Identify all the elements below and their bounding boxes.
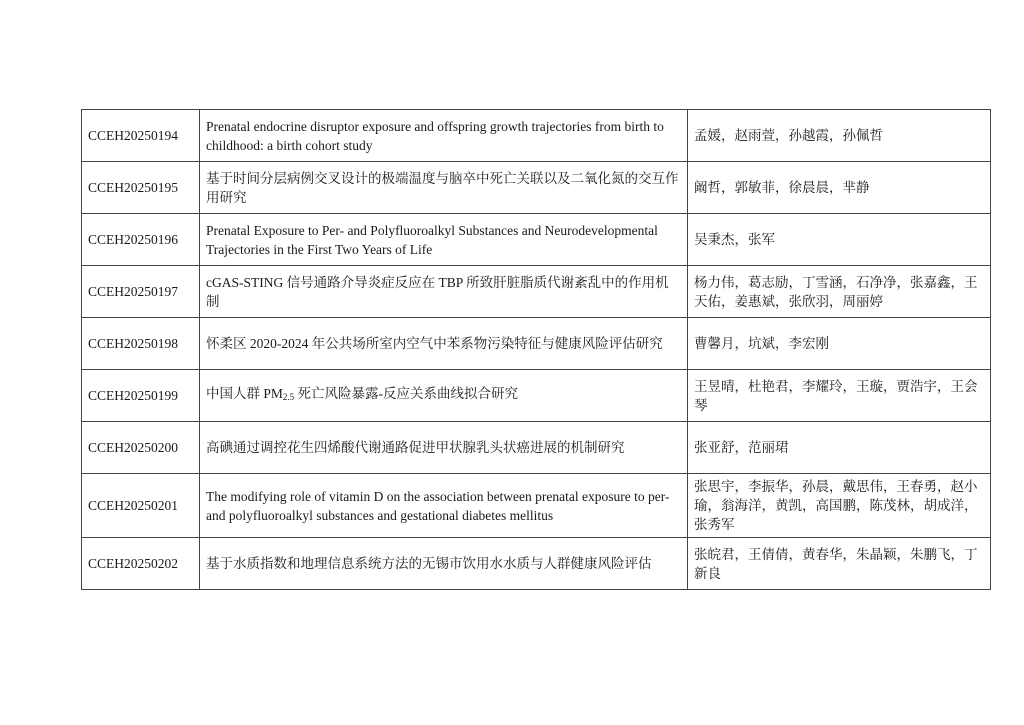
record-title: 高碘通过调控花生四烯酸代谢通路促进甲状腺乳头状癌进展的机制研究 (200, 422, 688, 474)
record-title: cGAS-STING 信号通路介导炎症反应在 TBP 所致肝脏脂质代谢紊乱中的作用机制 (200, 266, 688, 318)
table-row (82, 162, 991, 214)
record-title: Prenatal Exposure to Per- and Polyfluoroalkyl Substances and Neurodevelopmental Trajectories in the First Two Years of Life (200, 214, 688, 266)
record-id: CCEH20250196 (82, 214, 200, 266)
record-title-suffix: 死亡风险暴露-反应关系曲线拟合研究 (294, 386, 519, 401)
table-row (82, 422, 991, 474)
record-authors: 王昱晴，杜艳君，李耀玲，王璇，贾浩宇，王会琴 (688, 370, 991, 422)
record-title: Prenatal endocrine disruptor exposure and offspring growth trajectories from birth to childhood: a birth cohort study (200, 110, 688, 162)
record-id: CCEH20250198 (82, 318, 200, 370)
record-authors: 孟媛，赵雨萱，孙越霞，孙佩哲 (688, 110, 991, 162)
record-title (200, 370, 688, 422)
record-authors: 阚哲，郭敏菲，徐晨晨，芈静 (688, 162, 991, 214)
record-id: CCEH20250199 (82, 370, 200, 422)
record-id: CCEH20250197 (82, 266, 200, 318)
table-row (82, 318, 991, 370)
record-title-prefix: 中国人群 PM (206, 386, 283, 401)
table-row (82, 214, 991, 266)
table-row (82, 474, 991, 538)
record-title: 怀柔区 2020-2024 年公共场所室内空气中苯系物污染特征与健康风险评估研究 (200, 318, 688, 370)
record-authors: 曹馨月，坑斌，李宏刚 (688, 318, 991, 370)
records-table (81, 109, 991, 590)
record-id: CCEH20250200 (82, 422, 200, 474)
table-row (82, 266, 991, 318)
record-authors: 吴秉杰，张军 (688, 214, 991, 266)
record-authors: 张思宇，李振华，孙晨，戴思伟，王春勇，赵小瑜，翁海洋，黄凯，高国鹏，陈茂林，胡成洋，张秀军 (688, 474, 991, 538)
record-authors: 张亚舒，范丽珺 (688, 422, 991, 474)
record-authors: 杨力伟，葛志励，丁雪涵，石净净，张嘉鑫，王天佑，姜惠斌，张欣羽，周丽婷 (688, 266, 991, 318)
record-title: 基于时间分层病例交叉设计的极端温度与脑卒中死亡关联以及二氧化氮的交互作用研究 (200, 162, 688, 214)
table-row (82, 110, 991, 162)
record-id: CCEH20250201 (82, 474, 200, 538)
record-id: CCEH20250195 (82, 162, 200, 214)
record-title: 基于水质指数和地理信息系统方法的无锡市饮用水水质与人群健康风险评估 (200, 538, 688, 590)
record-title: The modifying role of vitamin D on the association between prenatal exposure to per- and polyfluoroalkyl substances and gestational diabetes mellitus (200, 474, 688, 538)
pm-subscript: 2.5 (282, 392, 295, 402)
record-id: CCEH20250202 (82, 538, 200, 590)
record-id: CCEH20250194 (82, 110, 200, 162)
table-row (82, 538, 991, 590)
record-authors: 张皖君，王倩倩，黄春华，朱晶颖，朱鹏飞，丁新良 (688, 538, 991, 590)
table-row (82, 370, 991, 422)
